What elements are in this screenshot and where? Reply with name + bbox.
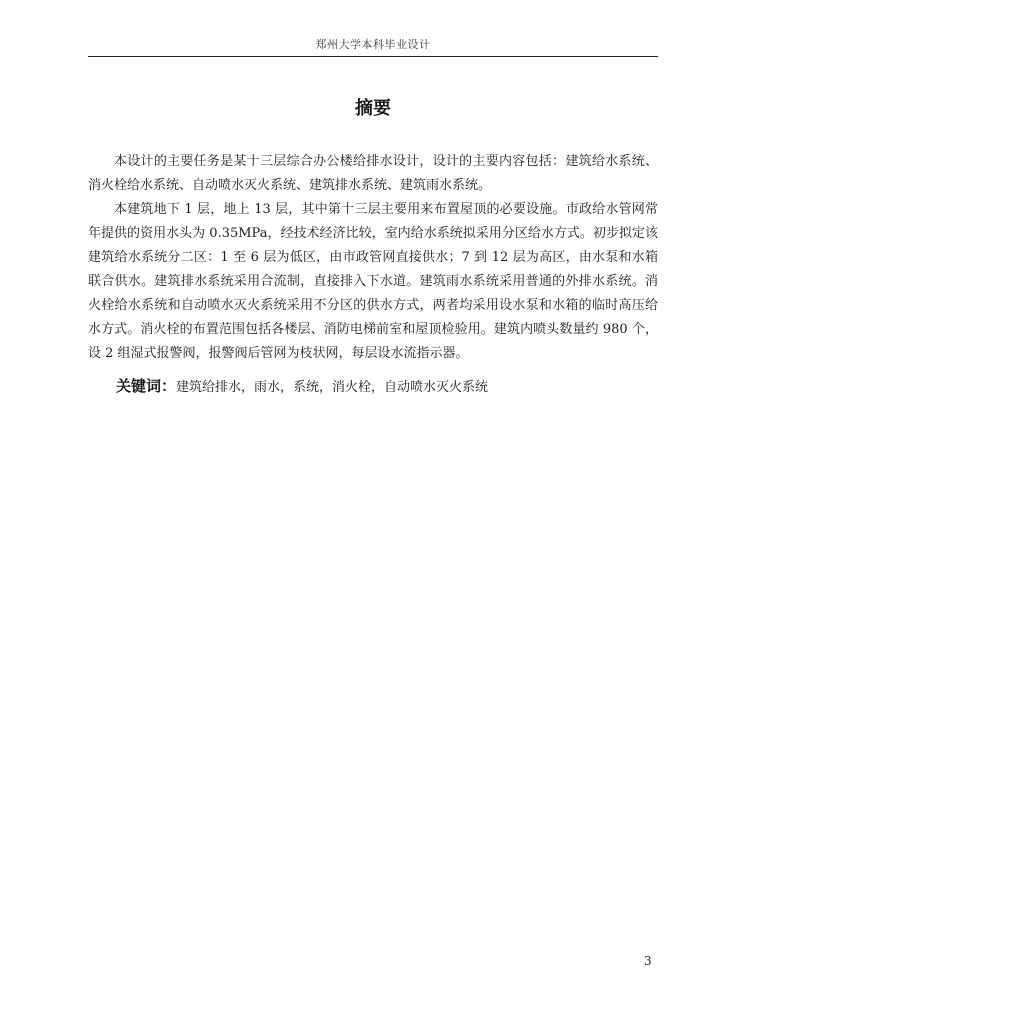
keywords-label: 关键词：	[116, 377, 177, 395]
running-header: 郑州大学本科毕业设计	[315, 38, 431, 51]
header-rule	[88, 56, 658, 57]
abstract-body	[88, 150, 658, 400]
abstract-paragraph-2: 本建筑地下 1 层，地上 13 层，其中第十三层主要用来布置屋顶的必要设施。市政给水管网常年提供的资用水头为 0.35MPa，经技术经济比较，室内给水系统拟采用分区给水方式。初步拟定该建筑给水系统分二区：1 至 6 层为低区，由市政管网直接供水；7 到 12 层为高区，由水泵和水箱联合供水。建筑排水系统采用合流制，直接排入下水道。建筑雨水系统采用普通的外排水系统。消火栓给水系统和自动喷水灭火系统采用不分区的供水方式，两者均采用设水泵和水箱的临时高压给水方式。消火栓的布置范围包括各楼层、消防电梯前室和屋顶检验用。建筑内喷头数量约 980 个，设 2 组湿式报警阀，报警阀后管网为枝状网，每层设水流指示器。	[88, 202, 658, 361]
abstract-title: 摘要	[355, 98, 391, 119]
keywords-text: 建筑给排水，雨水，系统，消火栓，自动喷水灭火系统	[176, 380, 489, 395]
keywords-line	[88, 374, 658, 400]
abstract-paragraph-1: 本设计的主要任务是某十三层综合办公楼给排水设计，设计的主要内容包括：建筑给水系统、消火栓给水系统、自动喷水灭火系统、建筑排水系统、建筑雨水系统。	[88, 154, 658, 193]
page-number: 3	[644, 954, 652, 968]
